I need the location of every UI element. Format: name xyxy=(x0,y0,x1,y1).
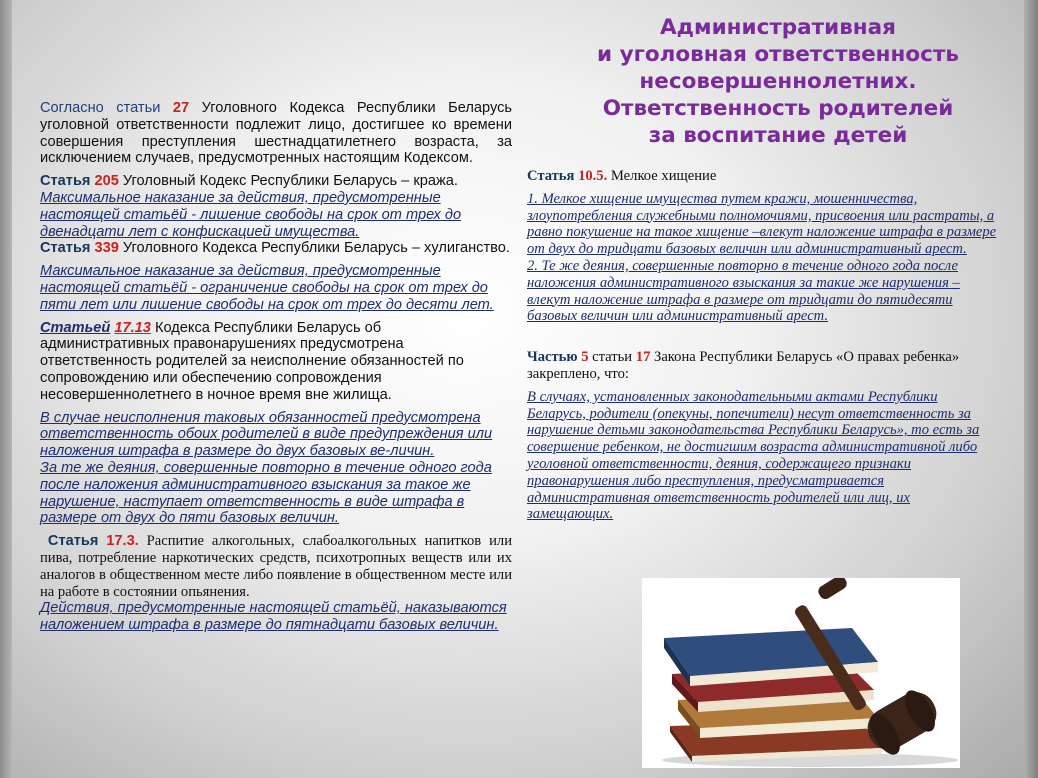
article-number: 17.3. xyxy=(106,533,139,550)
article-text: Распитие алкогольных, слабоалкогольных напитков или пива, потребление наркотических средств, психотропных веществ или их аналогов в общественном месте либо появление в общественном месте или на работе в состоянии опьянения. xyxy=(40,533,513,600)
left-column xyxy=(40,100,512,634)
article-1713-penalty-2: За те же деяния, совершенные повторно в течение одного года после наложения административного взыскания за такое же нарушение, наступает ответственность в виде штрафа в размере от двух до пяти базовых величин. xyxy=(40,459,492,527)
intro-prefix: Согласно статьи xyxy=(40,100,161,116)
law-paragraph: В случаях, установленных законодательными актами Республики Беларусь, родители (опекуны, попечители) несут ответственность за нарушение детьми законодательства Республики Беларусь», то есть за совершение ребенком, не достигшим возраста административной либо уголовной ответственности, деяния, содержащего признаки правонарушения либо преступления, предусматривается административная ответственность родителей или лиц, их замещающих. xyxy=(527,388,980,523)
article-number: 27 xyxy=(172,100,190,116)
article-label: Статья xyxy=(527,168,575,184)
article-label: Статьей xyxy=(40,319,111,336)
article-text: Уголовный Кодекс Республики Беларусь – кража. xyxy=(118,173,458,190)
title-line-4: Ответственность родителей xyxy=(602,96,954,121)
right-column xyxy=(527,168,997,523)
article-label: Статья xyxy=(40,173,91,190)
article-173-heading xyxy=(40,533,512,600)
article-105-part-2: 2. Те же деяния, совершенные повторно в течение одного года после наложения административного взыскания за такие же нарушения –влекут наложение штрафа в размере от тридцати до пятидесяти базовых величин или административный арест. xyxy=(527,257,960,325)
article-339-heading xyxy=(40,240,512,257)
title-line-3: несовершеннолетних. xyxy=(639,69,917,94)
intro-text: Уголовного Кодекса Республики Беларусь уголовной ответственности подлежит лицо, достигшее ко времени совершения преступления шестнадцатилетнего возраста, за исключением случаев, предусмотренных настоящим Кодексом. xyxy=(40,100,512,167)
law-heading xyxy=(527,349,997,383)
article-text: Кодекса Республики Беларусь об административных правонарушениях предусмотрена ответственность родителей за неисполнение обязанностей по сопровождению или обеспечению сопровождения несовершеннолетнего в ночное время вне жилища. xyxy=(40,319,464,403)
slide-frame-left xyxy=(0,0,12,778)
law-article-number: 17 xyxy=(635,349,651,366)
article-text: Мелкое хищение xyxy=(607,168,717,184)
article-number: 205 xyxy=(94,173,119,190)
law-text: Закона Республики Беларусь «О правах ребенка» закреплено, что: xyxy=(527,349,960,382)
slide-frame-right xyxy=(1024,0,1038,778)
law-part-number: 5 xyxy=(581,349,589,366)
books-and-gavel-icon xyxy=(642,578,960,768)
law-mid: статьи xyxy=(588,349,636,366)
slide-title xyxy=(548,14,1008,149)
article-105-heading xyxy=(527,168,997,185)
article-label: Статья xyxy=(47,533,99,550)
article-205-penalty: Максимальное наказание за действия, предусмотренные настоящей статьёй - лишение свободы на срок от трех до двенадцати лет с конфискацией имущества. xyxy=(40,189,462,240)
article-339-penalty: Максимальное наказание за действия, предусмотренные настоящей статьёй - ограничение свободы на срок от трех до пяти лет или лишение свободы на срок от трех до десяти лет. xyxy=(40,263,494,313)
title-line-2: и уголовная ответственность xyxy=(597,42,959,67)
article-173-penalty: Действия, предусмотренные настоящей статьёй, наказываются наложением штрафа в размере до пятнадцати базовых величин. xyxy=(40,600,507,634)
article-text: Уголовного Кодекса Республики Беларусь – хулиганство. xyxy=(118,240,510,257)
article-1713-heading xyxy=(40,320,512,404)
law-label: Частью xyxy=(527,349,578,366)
article-205-heading xyxy=(40,173,512,190)
title-line-5: за воспитание детей xyxy=(648,123,908,148)
intro-paragraph xyxy=(40,100,512,167)
article-105-part-1: 1. Мелкое хищение имущества путем кражи, мошенничества, злоупотребления служебными полномочиями, присвоения или растраты, а равно покушение на такое хищение –влекут наложение штрафа в размере от двух до тридцати базовых величин или административный арест. xyxy=(527,190,997,258)
article-label: Статья xyxy=(40,240,91,257)
article-number: 339 xyxy=(94,240,119,257)
article-1713-penalty-1: В случае неисполнения таковых обязанностей предусмотрена ответственность обоих родителей в виде предупреждения или наложения штрафа в размере до двух базовых ве-личин. xyxy=(40,409,493,460)
article-number: 10.5. xyxy=(578,168,608,184)
article-number: 17.13 xyxy=(114,319,151,336)
title-line-1: Административная xyxy=(660,15,896,40)
